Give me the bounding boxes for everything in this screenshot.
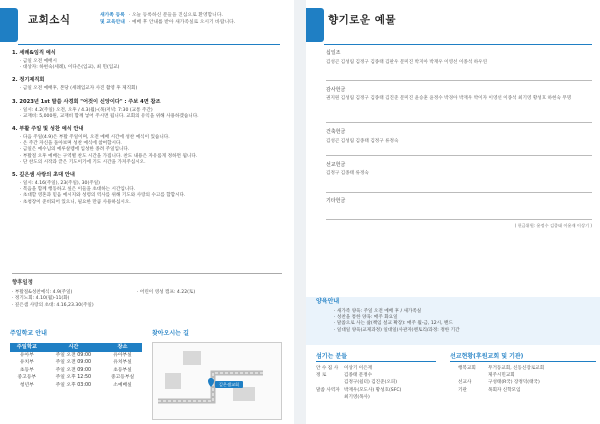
table-cell: 유치부 <box>19 360 34 366</box>
church-label: 깊은샘교회 <box>218 382 240 387</box>
news-line: · 다음 주일(4.9)은 부활 주일이며, 오전 예배 시간에 성찬 예식이 있습니다. <box>20 135 280 141</box>
news-title: 1. 세례&임직 예식 <box>12 50 56 56</box>
table-cell: 주일 오후 12:50 <box>55 375 92 381</box>
news-item <box>12 172 280 206</box>
table-cell: 유치부실 <box>113 360 132 366</box>
news-line: · 온 주간 자신을 돌아보며 성찬 예식에 참여합시다. <box>20 141 280 147</box>
news-line: · 대상자: 하현숙(세례), 이다은(입교), 최 민(입교) <box>20 65 280 71</box>
education-tag: 및 교육안내 <box>100 20 125 26</box>
table-cell: 주일 오전 09:00 <box>55 360 92 366</box>
table-cell: 소예배실 <box>113 382 132 388</box>
news-item <box>12 126 280 166</box>
news-line: · 부활절 오후 예배는 구역별 찬도 시간을 가집니다. 찬도 내용은 자유롭게 정하면 됩니다. <box>20 154 280 160</box>
table-cell: 초등부 <box>19 367 34 373</box>
role-label <box>316 395 344 401</box>
map-title: 찾아오시는 길 <box>152 330 189 337</box>
role-value: 무거동교회, 신동신장로교회 <box>488 366 545 371</box>
serve-list <box>316 366 446 401</box>
care-title: 양육안내 <box>316 298 340 305</box>
table-cell: 초등부실 <box>113 367 132 373</box>
offering-name: 십일조 <box>326 50 341 56</box>
serve-title: 섬기는 분들 <box>316 353 348 360</box>
role-label: 정 로 <box>316 373 327 379</box>
news-line: · 초대할 영혼과 믿음 예시지와 성령의 역사를 위해 기도와 사랑의 수고를 합합시다. <box>20 193 280 199</box>
news-line: · 초청장이 준비되어 있으니, 필요한 만큼 사용하십시오. <box>20 200 280 206</box>
news-line: · 복음을 함께 행동하고 싶은 이들을 초대하는 시간입니다. <box>20 187 280 193</box>
table-cell: 주일 오전 09:00 <box>55 367 92 373</box>
table-cell: 유아부실 <box>113 352 132 358</box>
location-map[interactable] <box>152 342 282 420</box>
news-line: · 금일 오전 예배후, 본당 (세례입교자 사진 촬영 후 제직회) <box>20 86 280 92</box>
news-title: 5. 깊은샘 사랑의 초대 안내 <box>12 171 75 178</box>
building <box>233 387 255 401</box>
title-divider <box>324 44 592 45</box>
news-line: · 일시: 4.2(주일) 오전, 오후 / 4.3(월)-(목)저녁: 7:30 (교통 주간) <box>20 108 280 114</box>
newcomer-tag: 새가족 등록 <box>100 13 125 18</box>
schedule-section <box>12 280 282 309</box>
offering-donors: 권지원 김성림 김정구 김종태 김진준 문미진 윤승훈 윤정수 박경아 박재우 박이자 이영선 이종석 최기영 황성호 하현숙 무명 <box>326 96 572 102</box>
role-value: 김정구(쉼터) 김진준(오피) <box>344 380 398 386</box>
offering-divider <box>326 219 592 220</box>
news-line: · 일시: 4.16(주일), 23(주일), 30(주일) <box>20 181 280 187</box>
table-row <box>10 382 142 390</box>
schedule-divider <box>12 273 282 274</box>
table-header: 주일학교 <box>10 343 44 352</box>
role-label: 안 수 집 사 <box>316 366 339 371</box>
table-row <box>10 360 142 368</box>
role-value: 구성태(R국) 장정덕(태국) <box>488 380 540 386</box>
building <box>165 373 181 389</box>
offering-donors: 김정구 김종태 류정숙 <box>326 171 369 177</box>
table-header: 시간 <box>44 343 103 352</box>
news-title: 4. 부활 주일 및 성찬 예식 안내 <box>12 125 84 132</box>
mission-divider <box>450 361 596 362</box>
school-title: 주일학교 안내 <box>10 330 47 337</box>
care-item: · 성찬을 통한 양육: 매주 화요일 <box>334 315 460 321</box>
news-line: · 단 찬도의 시작과 끝은 기도이기에 기도 시간을 가져주십시오. <box>20 160 280 166</box>
news-item <box>12 50 280 71</box>
role-value: 최기영(목사) <box>344 394 370 400</box>
newcomer-message: · 예배 후 안내를 받아 새가족실로 오시기 바랍니다. <box>128 20 236 26</box>
table-row <box>10 375 142 383</box>
map-drawing <box>153 343 283 421</box>
section-tab <box>306 8 324 42</box>
building <box>183 351 201 365</box>
role-label: 행복교회 <box>458 366 476 371</box>
offering-category <box>326 50 592 66</box>
newcomer-notice <box>100 12 235 27</box>
offering-divider <box>326 122 592 123</box>
offering-note: ( 헌금위원: 윤정수 김종태 이윤재 이상기 ) <box>514 223 592 229</box>
table-row <box>10 367 142 375</box>
offering-divider <box>326 80 592 81</box>
offering-donors: 김성곤 김성림 김종태 김정구 류정숙 <box>326 138 399 144</box>
table-cell: 유아부 <box>19 352 34 358</box>
role-label: 기관 <box>458 387 467 393</box>
offering-category <box>326 87 592 103</box>
newcomer-message: · 오늘 등록하신 분들을 진심으로 환영합니다. <box>128 13 223 18</box>
page-title: 교회소식 <box>28 14 71 26</box>
schedule-item: · 깊은샘 사랑의 초대: 4.16,23.30(주일) <box>12 303 94 309</box>
role-value: 박재우(모도사) 황성호(SFC) <box>344 387 402 393</box>
schedule-item: · 정기노회: 4.10(월)-11(화) <box>12 296 69 302</box>
page-title: 향기로운 예물 <box>328 14 397 26</box>
care-item: · 새가족 양육: 주일 오전 예배 후 / 새가족실 <box>334 309 460 315</box>
news-item <box>12 99 280 120</box>
offering-name: 감사헌금 <box>326 86 346 93</box>
mission-list <box>458 366 598 394</box>
offering-divider <box>326 192 592 193</box>
news-list <box>12 50 280 212</box>
news-line: · 금일은 예수님의 예루살렘에 입성한 종려 주일입니다. <box>20 147 280 153</box>
offering-name: 건축헌금 <box>326 129 346 136</box>
offering-category <box>326 129 592 145</box>
section-tab <box>0 8 18 42</box>
role-label <box>458 373 488 379</box>
mission-title: 선교현황(후원교회 및 기관) <box>450 353 524 360</box>
care-item: · 일대일 양육(교제과정) 일대일(사관자)멘토리/과정: 정한 기간 <box>334 328 460 334</box>
offering-name: 기타헌금 <box>326 198 346 205</box>
role-value: 김종태 문정수 <box>344 373 373 379</box>
table-cell: 중고등부 <box>17 375 37 381</box>
school-table <box>10 343 142 390</box>
table-row <box>10 352 142 360</box>
offering-category <box>326 198 592 205</box>
offering-divider <box>326 155 592 156</box>
table-header: 장소 <box>103 343 142 352</box>
role-value: 이상기 이은재 <box>344 366 373 371</box>
serve-divider <box>316 361 436 362</box>
news-title: 2. 정기제직회 <box>12 77 45 84</box>
page-gutter <box>294 0 306 424</box>
news-title: 3. 2023년 1st 말씀 사경회 "어것이 신앙이다" : 주보 4면 참조 <box>12 98 161 105</box>
news-item <box>12 77 280 92</box>
table-cell: 중고등부실 <box>110 375 135 381</box>
care-list <box>334 309 460 334</box>
news-line: · 금일 오전 예배시 <box>20 59 280 65</box>
offering-list <box>326 50 592 229</box>
role-label: 말씀 사역자 <box>316 387 340 393</box>
offering-name: 선교헌금 <box>326 161 346 168</box>
schedule-title: 향후일정 <box>12 280 33 286</box>
table-cell: 청년부 <box>19 382 34 388</box>
role-label: 선교사 <box>458 380 472 386</box>
news-line: · 교재비: 5,000원, 교재비 함께 넣어 주시면 됩니다. 교회의 유익을 위해 사용하겠습니다. <box>20 114 280 120</box>
role-value: 목회자 신학모임 <box>488 387 521 393</box>
title-divider <box>18 44 280 45</box>
table-cell: 주일 오후 03:00 <box>55 382 92 388</box>
schedule-item: · 부활절&성찬예식: 4.9(주일) <box>12 290 137 296</box>
offering-donors: 김성곤 김성림 김정구 김종태 김판우 문미진 박지아 박재우 이영선 이종석 하우연 <box>326 59 488 65</box>
role-label <box>316 380 344 386</box>
table-cell: 주일 오전 09:00 <box>55 352 92 358</box>
care-item: · 말씀으로 사는 삶(책임 설교 확장): 매주 월-금, 12시, 밴드 <box>334 321 460 327</box>
offering-category <box>326 162 592 178</box>
role-value: 제주시민교회 <box>488 373 515 379</box>
schedule-item: · 어린이 영성 캠프: 4.22(토) <box>137 290 195 296</box>
